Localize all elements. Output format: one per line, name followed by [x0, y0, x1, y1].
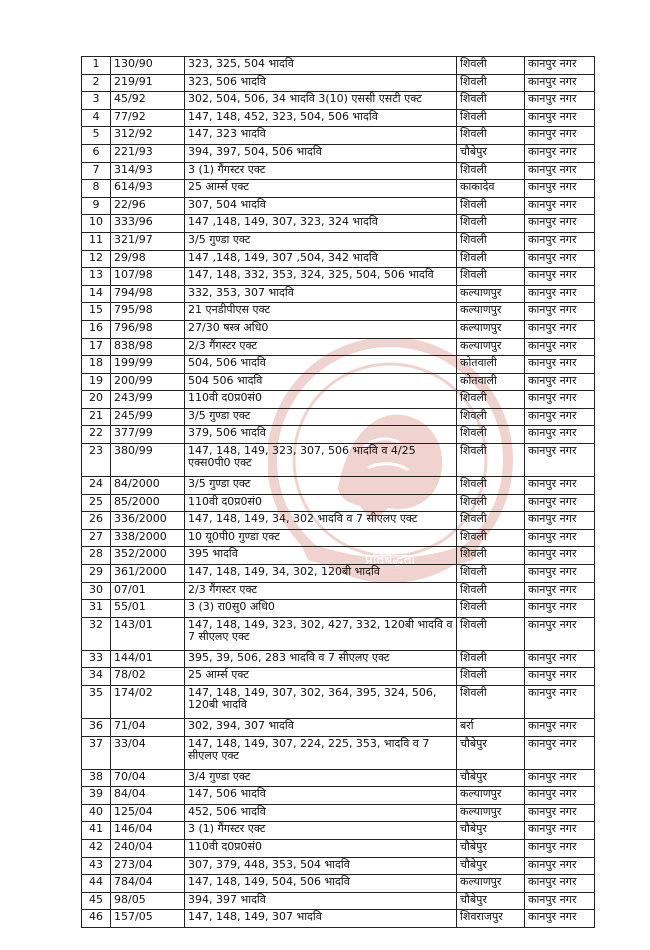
case-number-cell: 333/96	[111, 215, 185, 233]
sections-cell: 25 आर्म्स एक्ट	[185, 180, 457, 198]
serial-number-cell: 20	[82, 391, 111, 409]
case-number-cell: 144/01	[111, 650, 185, 668]
serial-number-cell: 32	[82, 617, 111, 650]
police-station-cell: शिवली	[457, 408, 525, 426]
district-cell: कानपुर नगर	[525, 736, 595, 769]
district-cell: कानपुर नगर	[525, 600, 595, 618]
district-cell: कानपुर नगर	[525, 391, 595, 409]
sections-cell: 3/5 गुण्डा एक्ट	[185, 408, 457, 426]
police-station-cell: शिवली	[457, 162, 525, 180]
district-cell: कानपुर नगर	[525, 686, 595, 719]
sections-cell: 395 भादवि	[185, 547, 457, 565]
table-row	[82, 494, 595, 512]
table-row	[82, 857, 595, 875]
sections-cell: 147, 323 भादवि	[185, 127, 457, 145]
serial-number-cell: 2	[82, 74, 111, 92]
table-row	[82, 512, 595, 530]
table-row	[82, 268, 595, 286]
case-number-cell: 838/98	[111, 338, 185, 356]
district-cell: कानपुर नगर	[525, 92, 595, 110]
district-cell: कानपुर नगर	[525, 565, 595, 583]
case-number-cell: 314/93	[111, 162, 185, 180]
serial-number-cell: 15	[82, 303, 111, 321]
serial-number-cell: 9	[82, 197, 111, 215]
table-row	[82, 822, 595, 840]
case-number-cell: 795/98	[111, 303, 185, 321]
sections-cell: 394, 397, 504, 506 भादवि	[185, 144, 457, 162]
table-row	[82, 547, 595, 565]
case-number-cell: 321/97	[111, 232, 185, 250]
serial-number-cell: 37	[82, 736, 111, 769]
police-station-cell: शिवली	[457, 268, 525, 286]
district-cell: कानपुर नगर	[525, 408, 595, 426]
district-cell: कानपुर नगर	[525, 617, 595, 650]
case-number-cell: 85/2000	[111, 494, 185, 512]
table-row	[82, 650, 595, 668]
police-station-cell: कल्याणपुर	[457, 804, 525, 822]
serial-number-cell: 45	[82, 892, 111, 910]
case-number-cell: 07/01	[111, 582, 185, 600]
police-station-cell: शिवली	[457, 582, 525, 600]
serial-number-cell: 31	[82, 600, 111, 618]
table-row	[82, 74, 595, 92]
sections-cell: 2/3 गैंगस्टर एक्ट	[185, 338, 457, 356]
police-station-cell: कल्याणपुर	[457, 875, 525, 893]
serial-number-cell: 40	[82, 804, 111, 822]
police-station-cell: कल्याणपुर	[457, 303, 525, 321]
table-row	[82, 892, 595, 910]
case-number-cell: 338/2000	[111, 529, 185, 547]
district-cell: कानपुर नगर	[525, 769, 595, 787]
sections-cell: 147, 148, 149, 307 भादवि	[185, 910, 457, 928]
police-station-cell: शिवली	[457, 668, 525, 686]
police-station-cell: शिवली	[457, 426, 525, 444]
district-cell: कानपुर नगर	[525, 892, 595, 910]
case-number-cell: 78/02	[111, 668, 185, 686]
sections-cell: 10 यू0पी0 गुण्डा एक्ट	[185, 529, 457, 547]
case-number-cell: 245/99	[111, 408, 185, 426]
case-number-cell: 336/2000	[111, 512, 185, 530]
police-station-cell: चौबेपुर	[457, 857, 525, 875]
table-row	[82, 769, 595, 787]
district-cell: कानपुर नगर	[525, 74, 595, 92]
sections-cell: 3 (1) गैंगस्टर एक्ट	[185, 162, 457, 180]
sections-cell: 323, 506 भादवि	[185, 74, 457, 92]
district-cell: कानपुर नगर	[525, 303, 595, 321]
table-row	[82, 804, 595, 822]
district-cell: कानपुर नगर	[525, 285, 595, 303]
serial-number-cell: 5	[82, 127, 111, 145]
police-station-cell: बर्रा	[457, 719, 525, 737]
police-station-cell: शिवली	[457, 512, 525, 530]
case-number-cell: 794/98	[111, 285, 185, 303]
table-row	[82, 839, 595, 857]
table-row	[82, 668, 595, 686]
sections-cell: 147, 148, 149, 307, 224, 225, 353, भादवि व 7 सीएलए एक्ट	[185, 736, 457, 769]
sections-cell: 379, 506 भादवि	[185, 426, 457, 444]
district-cell: कानपुर नगर	[525, 320, 595, 338]
serial-number-cell: 44	[82, 875, 111, 893]
case-number-cell: 784/04	[111, 875, 185, 893]
serial-number-cell: 28	[82, 547, 111, 565]
sections-cell: 302, 394, 307 भादवि	[185, 719, 457, 737]
police-station-cell: चौबेपुर	[457, 144, 525, 162]
sections-cell: 147, 506 भादवि	[185, 787, 457, 805]
sections-cell: 504 506 भादवि	[185, 373, 457, 391]
sections-cell: 147 ,148, 149, 307, 323, 324 भादवि	[185, 215, 457, 233]
sections-cell: 27/30 षस्त्र अधि0	[185, 320, 457, 338]
police-station-cell: शिवली	[457, 391, 525, 409]
sections-cell: 302, 504, 506, 34 भादवि 3(10) एससी एसटी एक्ट	[185, 92, 457, 110]
table-row	[82, 356, 595, 374]
district-cell: कानपुर नगर	[525, 857, 595, 875]
case-number-cell: 174/02	[111, 686, 185, 719]
case-records-body	[82, 57, 595, 928]
police-station-cell: कोतवाली	[457, 373, 525, 391]
police-station-cell: शिवराजपुर	[457, 910, 525, 928]
case-number-cell: 146/04	[111, 822, 185, 840]
case-number-cell: 143/01	[111, 617, 185, 650]
sections-cell: 332, 353, 307 भादवि	[185, 285, 457, 303]
table-row	[82, 686, 595, 719]
table-row	[82, 408, 595, 426]
district-cell: कानपुर नगर	[525, 250, 595, 268]
table-row	[82, 338, 595, 356]
sections-cell: 147, 148, 332, 353, 324, 325, 504, 506 भादवि	[185, 268, 457, 286]
table-row	[82, 875, 595, 893]
table-row	[82, 162, 595, 180]
district-cell: कानपुर नगर	[525, 144, 595, 162]
district-cell: कानपुर नगर	[525, 444, 595, 477]
district-cell: कानपुर नगर	[525, 910, 595, 928]
serial-number-cell: 23	[82, 444, 111, 477]
serial-number-cell: 34	[82, 668, 111, 686]
district-cell: कानपुर नगर	[525, 875, 595, 893]
serial-number-cell: 16	[82, 320, 111, 338]
sections-cell: 147, 148, 149, 323, 307, 506 भादवि व 4/25 एक्स0पी0 एक्ट	[185, 444, 457, 477]
police-station-cell: कल्याणपुर	[457, 787, 525, 805]
police-station-cell: शिवली	[457, 232, 525, 250]
case-number-cell: 243/99	[111, 391, 185, 409]
serial-number-cell: 36	[82, 719, 111, 737]
district-cell: कानपुर नगर	[525, 373, 595, 391]
case-number-cell: 71/04	[111, 719, 185, 737]
district-cell: कानपुर नगर	[525, 650, 595, 668]
district-cell: कानपुर नगर	[525, 582, 595, 600]
sections-cell: 3 (1) गैंगस्टर एक्ट	[185, 822, 457, 840]
district-cell: कानपुर नगर	[525, 719, 595, 737]
district-cell: कानपुर नगर	[525, 338, 595, 356]
table-row	[82, 444, 595, 477]
serial-number-cell: 41	[82, 822, 111, 840]
serial-number-cell: 14	[82, 285, 111, 303]
table-row	[82, 215, 595, 233]
case-number-cell: 84/04	[111, 787, 185, 805]
serial-number-cell: 1	[82, 57, 111, 75]
sections-cell: 394, 397 भादवि	[185, 892, 457, 910]
district-cell: कानपुर नगर	[525, 215, 595, 233]
district-cell: कानपुर नगर	[525, 109, 595, 127]
police-station-cell: कल्याणपुर	[457, 320, 525, 338]
serial-number-cell: 11	[82, 232, 111, 250]
district-cell: कानपुर नगर	[525, 127, 595, 145]
table-row	[82, 582, 595, 600]
district-cell: कानपुर नगर	[525, 494, 595, 512]
police-station-cell: चौबेपुर	[457, 822, 525, 840]
serial-number-cell: 7	[82, 162, 111, 180]
watermark-motto: प्रतिबद्धता	[364, 552, 416, 568]
table-row	[82, 477, 595, 495]
table-row	[82, 57, 595, 75]
case-number-cell: 130/90	[111, 57, 185, 75]
police-station-cell: शिवली	[457, 650, 525, 668]
table-row	[82, 250, 595, 268]
district-cell: कानपुर नगर	[525, 232, 595, 250]
serial-number-cell: 6	[82, 144, 111, 162]
police-station-cell: शिवली	[457, 57, 525, 75]
case-number-cell: 361/2000	[111, 565, 185, 583]
police-station-cell: शिवली	[457, 127, 525, 145]
serial-number-cell: 22	[82, 426, 111, 444]
serial-number-cell: 10	[82, 215, 111, 233]
sections-cell: 147, 148, 149, 34, 302, 120बी भादवि	[185, 565, 457, 583]
police-station-cell: शिवली	[457, 250, 525, 268]
police-station-cell: चौबेपुर	[457, 892, 525, 910]
serial-number-cell: 27	[82, 529, 111, 547]
police-station-cell: कोतवाली	[457, 356, 525, 374]
district-cell: कानपुर नगर	[525, 822, 595, 840]
district-cell: कानपुर नगर	[525, 804, 595, 822]
sections-cell: 147, 148, 452, 323, 504, 506 भादवि	[185, 109, 457, 127]
serial-number-cell: 35	[82, 686, 111, 719]
table-row	[82, 529, 595, 547]
sections-cell: 21 एनडीपीएस एक्ट	[185, 303, 457, 321]
table-row	[82, 303, 595, 321]
serial-number-cell: 42	[82, 839, 111, 857]
serial-number-cell: 30	[82, 582, 111, 600]
serial-number-cell: 12	[82, 250, 111, 268]
sections-cell: 147 ,148, 149, 307 ,504, 342 भादवि	[185, 250, 457, 268]
table-row	[82, 144, 595, 162]
table-row	[82, 109, 595, 127]
table-row	[82, 285, 595, 303]
police-station-cell: काकादेव	[457, 180, 525, 198]
serial-number-cell: 17	[82, 338, 111, 356]
district-cell: कानपुर नगर	[525, 426, 595, 444]
table-row	[82, 910, 595, 928]
police-station-cell: शिवली	[457, 600, 525, 618]
sections-cell: 147, 148, 149, 323, 302, 427, 332, 120बी भादवि व 7 सीएलए एक्ट	[185, 617, 457, 650]
sections-cell: 3/5 गुण्डा एक्ट	[185, 232, 457, 250]
table-row	[82, 426, 595, 444]
sections-cell: 25 आर्म्स एक्ट	[185, 668, 457, 686]
police-station-cell: शिवली	[457, 109, 525, 127]
sections-cell: 452, 506 भादवि	[185, 804, 457, 822]
police-station-cell: शिवली	[457, 92, 525, 110]
serial-number-cell: 8	[82, 180, 111, 198]
sections-cell: 3/5 गुण्डा एक्ट	[185, 477, 457, 495]
serial-number-cell: 33	[82, 650, 111, 668]
police-station-cell: शिवली	[457, 477, 525, 495]
serial-number-cell: 3	[82, 92, 111, 110]
table-row	[82, 565, 595, 583]
case-number-cell: 380/99	[111, 444, 185, 477]
serial-number-cell: 39	[82, 787, 111, 805]
serial-number-cell: 38	[82, 769, 111, 787]
serial-number-cell: 4	[82, 109, 111, 127]
table-row	[82, 617, 595, 650]
sections-cell: 3/4 गुण्डा एक्ट	[185, 769, 457, 787]
case-number-cell: 125/04	[111, 804, 185, 822]
police-station-cell: शिवली	[457, 444, 525, 477]
case-number-cell: 29/98	[111, 250, 185, 268]
district-cell: कानपुर नगर	[525, 268, 595, 286]
sections-cell: 504, 506 भादवि	[185, 356, 457, 374]
police-station-cell: शिवली	[457, 197, 525, 215]
case-number-cell: 614/93	[111, 180, 185, 198]
police-station-cell: कल्याणपुर	[457, 285, 525, 303]
police-station-cell: शिवली	[457, 215, 525, 233]
police-station-cell: शिवली	[457, 494, 525, 512]
police-station-cell: शिवली	[457, 617, 525, 650]
case-number-cell: 352/2000	[111, 547, 185, 565]
sections-cell: 110वी द0प्र0सं0	[185, 391, 457, 409]
serial-number-cell: 21	[82, 408, 111, 426]
police-station-cell: कल्याणपुर	[457, 338, 525, 356]
serial-number-cell: 43	[82, 857, 111, 875]
case-number-cell: 84/2000	[111, 477, 185, 495]
serial-number-cell: 13	[82, 268, 111, 286]
district-cell: कानपुर नगर	[525, 529, 595, 547]
police-station-cell: शिवली	[457, 686, 525, 719]
district-cell: कानपुर नगर	[525, 197, 595, 215]
police-station-cell: शिवली	[457, 547, 525, 565]
sections-cell: 323, 325, 504 भादवि	[185, 57, 457, 75]
case-number-cell: 219/91	[111, 74, 185, 92]
district-cell: कानपुर नगर	[525, 57, 595, 75]
sections-cell: 307, 379, 448, 353, 504 भादवि	[185, 857, 457, 875]
police-station-cell: चौबेपुर	[457, 839, 525, 857]
police-station-cell: शिवली	[457, 529, 525, 547]
serial-number-cell: 18	[82, 356, 111, 374]
sections-cell: 110वी द0प्र0सं0	[185, 494, 457, 512]
sections-cell: 147, 148, 149, 504, 506 भादवि	[185, 875, 457, 893]
table-row	[82, 197, 595, 215]
case-number-cell: 221/93	[111, 144, 185, 162]
case-records-table	[81, 56, 595, 928]
sections-cell: 395, 39, 506, 283 भादवि व 7 सीएलए एक्ट	[185, 650, 457, 668]
table-row	[82, 391, 595, 409]
case-number-cell: 107/98	[111, 268, 185, 286]
sections-cell: 2/3 गैंगस्टर एक्ट	[185, 582, 457, 600]
police-station-cell: शिवली	[457, 565, 525, 583]
case-number-cell: 199/99	[111, 356, 185, 374]
district-cell: कानपुर नगर	[525, 787, 595, 805]
sections-cell: 147, 148, 149, 307, 302, 364, 395, 324, 506, 120बी भादवि	[185, 686, 457, 719]
sections-cell: 110वी द0प्र0सं0	[185, 839, 457, 857]
case-number-cell: 796/98	[111, 320, 185, 338]
district-cell: कानपुर नगर	[525, 162, 595, 180]
police-station-cell: चौबेपुर	[457, 736, 525, 769]
police-station-cell: चौबेपुर	[457, 769, 525, 787]
table-row	[82, 373, 595, 391]
case-number-cell: 377/99	[111, 426, 185, 444]
sections-cell: 147, 148, 149, 34, 302 भादवि व 7 सीएलए एक्ट	[185, 512, 457, 530]
serial-number-cell: 46	[82, 910, 111, 928]
table-row	[82, 320, 595, 338]
sections-cell: 3 (3) रा0सु0 अधि0	[185, 600, 457, 618]
table-row	[82, 600, 595, 618]
serial-number-cell: 25	[82, 494, 111, 512]
case-number-cell: 77/92	[111, 109, 185, 127]
case-number-cell: 45/92	[111, 92, 185, 110]
case-number-cell: 312/92	[111, 127, 185, 145]
district-cell: कानपुर नगर	[525, 180, 595, 198]
case-number-cell: 157/05	[111, 910, 185, 928]
table-row	[82, 232, 595, 250]
sections-cell: 307, 504 भादवि	[185, 197, 457, 215]
district-cell: कानपुर नगर	[525, 547, 595, 565]
serial-number-cell: 26	[82, 512, 111, 530]
case-number-cell: 200/99	[111, 373, 185, 391]
table-row	[82, 180, 595, 198]
table-row	[82, 127, 595, 145]
table-row	[82, 787, 595, 805]
case-number-cell: 240/04	[111, 839, 185, 857]
table-row	[82, 719, 595, 737]
case-number-cell: 33/04	[111, 736, 185, 769]
case-number-cell: 55/01	[111, 600, 185, 618]
serial-number-cell: 24	[82, 477, 111, 495]
serial-number-cell: 19	[82, 373, 111, 391]
district-cell: कानपुर नगर	[525, 512, 595, 530]
case-number-cell: 70/04	[111, 769, 185, 787]
table-row	[82, 736, 595, 769]
serial-number-cell: 29	[82, 565, 111, 583]
case-number-cell: 98/05	[111, 892, 185, 910]
case-number-cell: 22/96	[111, 197, 185, 215]
district-cell: कानपुर नगर	[525, 356, 595, 374]
district-cell: कानपुर नगर	[525, 477, 595, 495]
police-station-cell: शिवली	[457, 74, 525, 92]
district-cell: कानपुर नगर	[525, 668, 595, 686]
district-cell: कानपुर नगर	[525, 839, 595, 857]
case-number-cell: 273/04	[111, 857, 185, 875]
table-row	[82, 92, 595, 110]
